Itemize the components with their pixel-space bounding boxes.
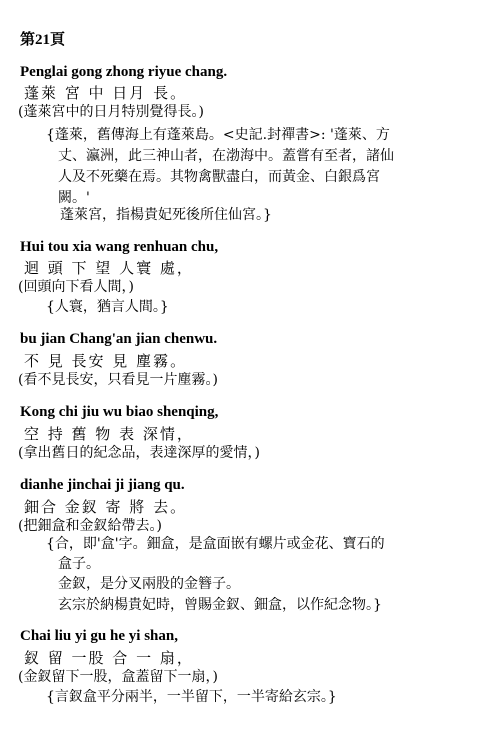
page-number: 第21頁	[20, 32, 66, 48]
note-line: {蓬萊，舊傳海上有蓬萊島。<史記.封禪書>: '蓬萊、方	[46, 127, 390, 143]
chinese-line: 空 持 舊 物 表 深情，	[24, 425, 194, 443]
note-line: 人及不死藥在焉。其物禽獸盡白，而黃金、白銀爲宮	[58, 169, 380, 185]
chinese-line: 蓬萊 宮 中 日月 長。	[24, 84, 188, 102]
translation-line: (回頭向下看人間，)	[18, 279, 134, 295]
chinese-line: 釵 留 一股 合 一 扇，	[24, 649, 194, 667]
pinyin-line: Chai liu yi gu he yi shan,	[20, 628, 178, 644]
pinyin-line: bu jian Chang'an jian chenwu.	[20, 331, 218, 347]
note-line: {言釵盒平分兩半，一半留下，一半寄給玄宗。}	[46, 689, 337, 705]
note-line: 玄宗於納楊貴妃時，曾賜金釵、鈿盒，以作紀念物。}	[58, 597, 382, 613]
note-line: {人寰，猶言人間。}	[46, 299, 169, 315]
translation-line: (看不見長安，只看見一片塵霧。)	[18, 372, 218, 388]
pinyin-line: Kong chi jiu wu biao shenqing,	[20, 404, 219, 420]
note-line: 盒子。	[58, 556, 100, 572]
note-line: 蓬萊宮，指楊貴妃死後所住仙宮。}	[60, 207, 272, 223]
translation-line: (拿出舊日的紀念品，表達深厚的愛情，)	[18, 445, 260, 461]
note-line: {合，即'盒'字。鈿盒，是盒面嵌有螺片或金花、寶石的	[46, 536, 385, 552]
translation-line: (把鈿盒和金釵給帶去。)	[18, 518, 162, 534]
chinese-line: 迴 頭 下 望 人寰 處，	[24, 259, 194, 277]
chinese-line: 不 見 長安 見 塵霧。	[24, 352, 188, 370]
pinyin-line: Hui tou xia wang renhuan chu,	[20, 239, 219, 255]
chinese-line: 鈿合 金釵 寄 將 去。	[24, 498, 188, 516]
note-line: 金釵，是分叉兩股的金簪子。	[58, 576, 240, 592]
translation-line: (蓬萊宮中的日月特別覺得長。)	[18, 104, 204, 120]
note-line: 闕。'	[58, 190, 90, 206]
translation-line: (金釵留下一股，盒蓋留下一扇，)	[18, 669, 218, 685]
note-line: 丈、瀛洲，此三神山者，在渤海中。蓋嘗有至者，諸仙	[58, 148, 394, 164]
pinyin-line: Penglai gong zhong riyue chang.	[20, 64, 228, 80]
pinyin-line: dianhe jinchai ji jiang qu.	[20, 477, 185, 493]
